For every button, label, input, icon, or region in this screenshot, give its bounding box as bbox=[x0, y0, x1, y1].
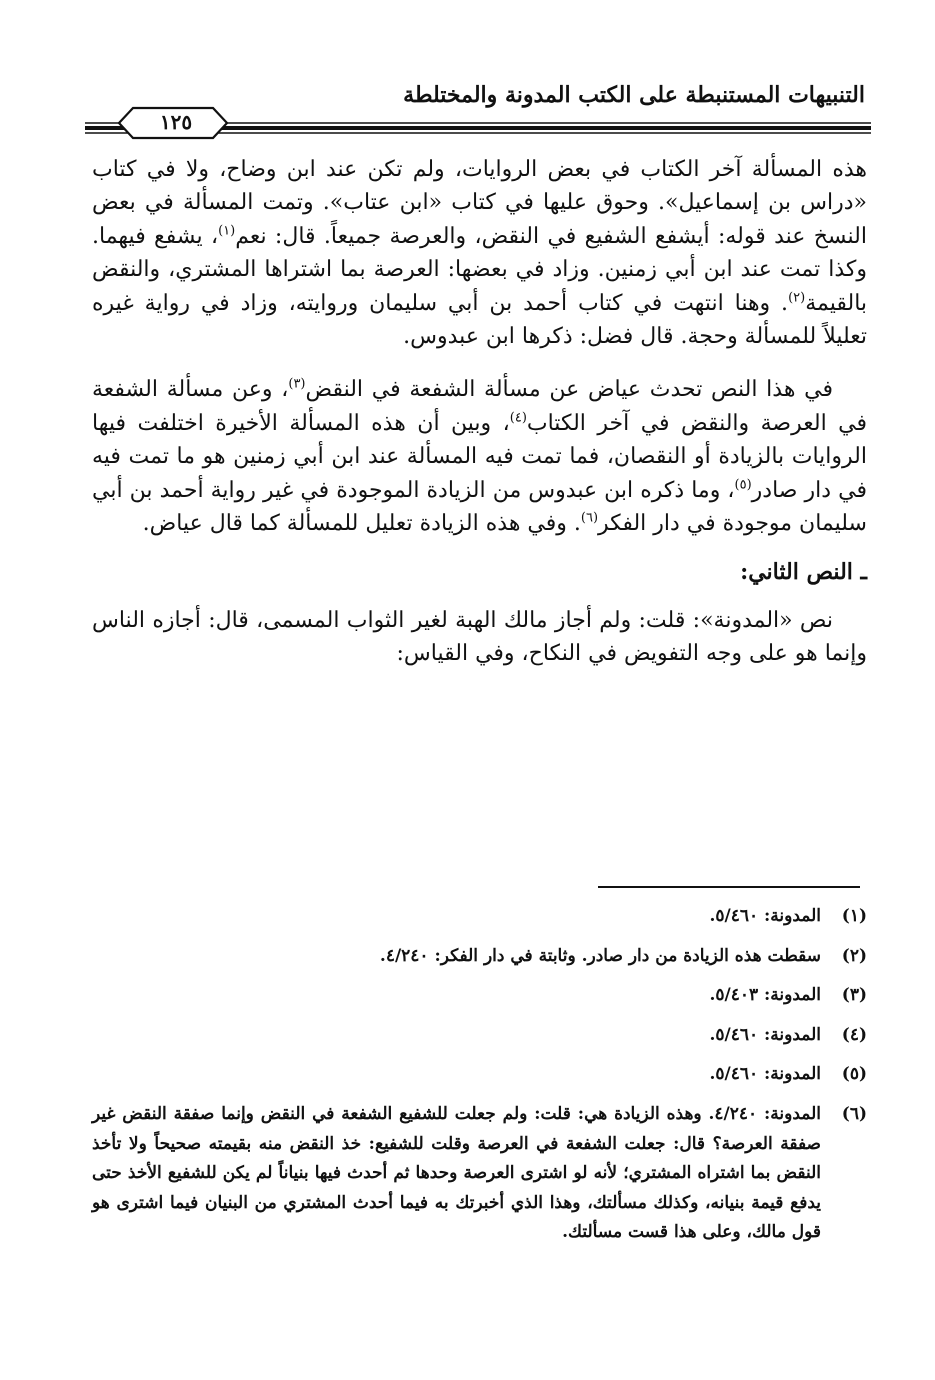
footnote-number: (٤) bbox=[841, 1024, 867, 1045]
footnote-text: المدونة: ٤/٢٤٠. وهذه الزيادة هي: قلت: ولم جعلت للشفيع الشفعة في النقض وإنما صفقة النقض غير صفقة العرصة؟ قال: جعلت الشفعة في العرصة وقلت للشفيع: خذ النقض منه بقيمته صحيحاً ولا تأخذ النقض بما اشتراه المشتري؛ لأنه لو اشترى العرصة وحدها ثم أحدث فيها بنياناً لم يكن للشفيع الأخذ حتى يدفع قيمة بنيانه، وكذلك مسألتك، وهذا الذي أخبرتك به فيما أحدث المشتري من البنيان فيما اشترى هو قول مالك، وعلى هذا قست مسألتك. bbox=[92, 1103, 821, 1243]
paragraph-1 bbox=[92, 153, 867, 353]
footnote-text: المدونة: ٥/٤٠٣. bbox=[709, 985, 821, 1006]
footnote-ref-5: (٥) bbox=[734, 477, 752, 493]
text-run: ، يشفع فيهما. وكذا تمت عند ابن أبي زمنين. وزاد في بعضها: العرصة بما اشتراها المشتري، والنقض بالقيمة bbox=[92, 223, 868, 316]
text-run: في هذا النص تحدث عياض عن مسألة الشفعة في النقض bbox=[305, 377, 834, 403]
footnote-item bbox=[92, 1060, 867, 1090]
footnote-number: (٢) bbox=[841, 945, 867, 966]
footnote-number: (٦) bbox=[841, 1103, 867, 1124]
footnote-ref-6: (٦) bbox=[580, 510, 599, 526]
footnote-ref-4: (٤) bbox=[509, 410, 527, 426]
footnote-item bbox=[92, 1021, 867, 1051]
section-heading: ـ النص الثاني: bbox=[740, 559, 867, 586]
footnote-ref-3: (٣) bbox=[288, 377, 306, 393]
paragraph-3: نص «المدونة»: قلت: ولم أجاز مالك الهبة لغير الثواب المسمى، قال: أجازه الناس وإنما هو على وجه التفويض في النكاح، وفي القياس: bbox=[92, 607, 867, 667]
text-run: ، وعن مسألة الشفعة في العرصة والنقض في آخر الكتاب bbox=[92, 377, 868, 436]
footnote-separator bbox=[598, 886, 860, 888]
footnote-item bbox=[92, 981, 867, 1011]
footnote-ref-1: (١) bbox=[218, 223, 236, 239]
page-number: ١٢٥ bbox=[159, 110, 193, 134]
footnote-text: المدونة: ٥/٤٦٠. bbox=[709, 906, 821, 926]
footnote-item bbox=[92, 902, 867, 932]
footnote-number: (٣) bbox=[841, 985, 867, 1006]
footnote-text: المدونة: ٥/٤٦٠. bbox=[709, 1024, 821, 1045]
text-run: . وفي هذه الزيادة تعليل للمسألة كما قال عياض. bbox=[142, 511, 581, 537]
text-run: ، وبين أن هذه المسألة الأخيرة اختلفت فيها الروايات بالزيادة أو النقصان، فما تمت فيه المسألة عند ابن أبي زمنين هو ما تمت فيه في دار صادر bbox=[92, 410, 867, 503]
footnote-text: سقطت هذه الزيادة من دار صادر. وثابتة في دار الفكر: ٤/٢٤٠. bbox=[379, 945, 821, 966]
text-run: ، وما ذكره ابن عبدوس من الزيادة الموجودة في غير رواية أحمد بن أبي سليمان موجودة في دار الفكر bbox=[92, 477, 867, 537]
footnote-item bbox=[92, 942, 867, 972]
footnote-ref-2: (٢) bbox=[788, 290, 806, 306]
footnote-item bbox=[92, 1100, 867, 1248]
main-text bbox=[92, 153, 867, 671]
footnote-number: (٥) bbox=[841, 1064, 867, 1085]
footnote-number: (١) bbox=[841, 906, 867, 926]
paragraph-2 bbox=[92, 373, 867, 540]
footnote-text: المدونة: ٥/٤٦٠. bbox=[709, 1064, 821, 1085]
running-title: التنبيهات المستنبطة على الكتب المدونة والمختلطة bbox=[403, 82, 865, 108]
text-run: . وهنا انتهت في كتاب أحمد بن أبي سليمان وروايته، وزاد في رواية غيره تعليلاً للمسألة وحجة. قال فضل: ذكرها ابن عبدوس. bbox=[92, 290, 867, 350]
footnotes bbox=[92, 902, 867, 1258]
text-run: هذه المسألة آخر الكتاب في بعض الروايات، ولم تكن عند ابن وضاح، ولا في كتاب «دراس بن إسماعيل». وحوق عليها في كتاب «ابن عتاب». وتمت المسألة في بعض النسخ عند قوله: أيشفع الشفيع في النقض، والعرصة جميعاً. قال: نعم bbox=[92, 157, 867, 249]
